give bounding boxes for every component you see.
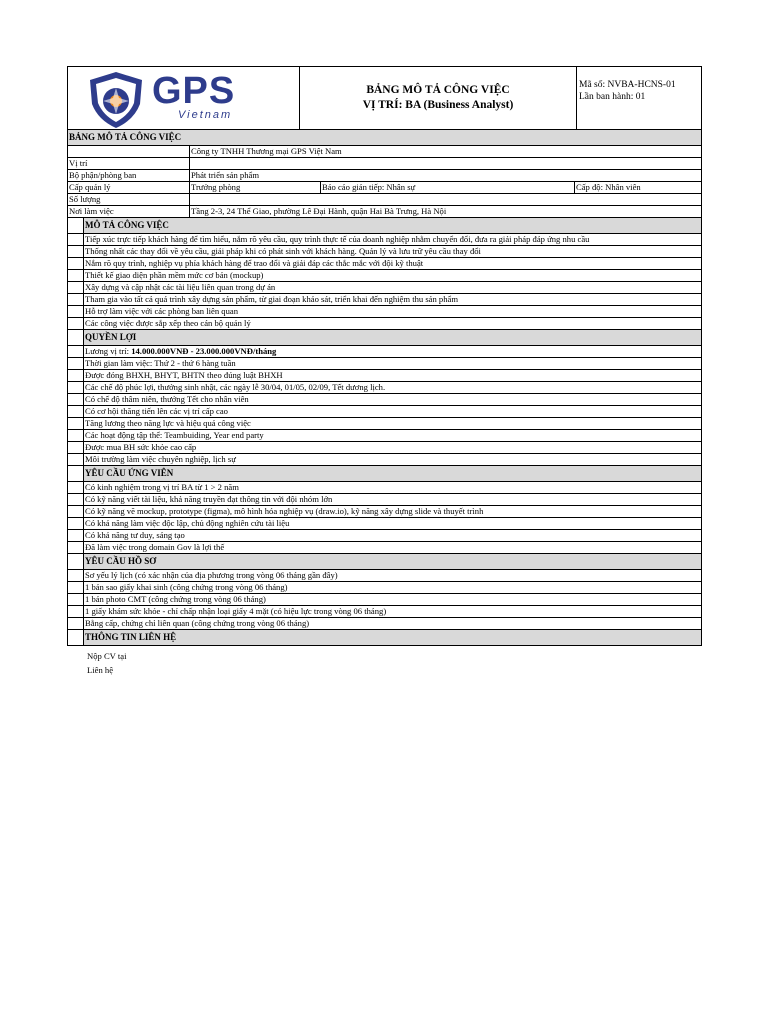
- benefits-item: [68, 442, 701, 454]
- section-heading-text: YÊU CẦU ỨNG VIÊN: [85, 468, 174, 478]
- row-manager: [68, 182, 701, 194]
- indent-cell: [68, 430, 84, 441]
- indent-cell: [68, 570, 84, 581]
- indent-cell: [68, 530, 84, 541]
- cv-submit-label: Nộp CV tại: [87, 651, 127, 661]
- indent-cell: [68, 454, 84, 465]
- list-item-text: Môi trường làm việc chuyên nghiệp, lịch sự: [85, 454, 236, 464]
- indent-cell: [68, 282, 84, 293]
- list-item-text: Có cơ hội thăng tiến lên các vị trí cấp cao: [85, 406, 228, 416]
- indent-cell: [68, 406, 84, 417]
- list-item-text: Các công việc được sắp xếp theo cán bộ quản lý: [85, 318, 251, 328]
- job-duties-item: [68, 306, 701, 318]
- indent-cell: [68, 466, 84, 481]
- indent-cell: [68, 294, 84, 305]
- indent-cell: [68, 370, 84, 381]
- section-heading-requirements: [68, 466, 701, 482]
- requirements-item: [68, 518, 701, 530]
- list-item-text: Tham gia vào tất cả quá trình xây dựng sản phẩm, từ giai đoạn khảo sát, triển khai đến nghiệm thu sản phẩm: [85, 294, 459, 304]
- salary-row: [68, 346, 701, 358]
- document-title: [300, 67, 577, 129]
- row-department: [68, 170, 701, 182]
- logo-text: GPS: [152, 70, 236, 112]
- section-heading-text: YÊU CẦU HỒ SƠ: [85, 556, 157, 566]
- benefits-item: [68, 430, 701, 442]
- section-heading-text: MÔ TẢ CÔNG VIỆC: [85, 220, 169, 230]
- benefits-item: [68, 406, 701, 418]
- indent-cell: [68, 382, 84, 393]
- list-item-text: Bằng cấp, chứng chỉ liên quan (công chứng trong vòng 06 tháng): [85, 618, 310, 628]
- job-duties-item: [68, 294, 701, 306]
- department-value: Phát triển sản phẩm: [191, 170, 260, 180]
- salary-prefix: Lương vị trí:: [85, 346, 132, 356]
- documents-item: [68, 618, 701, 630]
- row-company: [68, 146, 701, 158]
- indent-cell: [68, 346, 84, 357]
- list-item-text: 1 bản photo CMT (công chứng trong vòng 06 tháng): [85, 594, 266, 604]
- documents-item: [68, 570, 701, 582]
- list-item-text: Có khả năng tư duy, sáng tạo: [85, 530, 185, 540]
- manager-value: Trưởng phòng: [190, 182, 321, 193]
- list-item-text: Được đóng BHXH, BHYT, BHTN theo đúng luật BHXH: [85, 370, 283, 380]
- list-item-text: Có chế độ thâm niên, thưởng Tết cho nhân viên: [85, 394, 249, 404]
- list-item-text: Sơ yếu lý lịch (có xác nhận của địa phương trong vòng 06 tháng gần đây): [85, 570, 338, 580]
- job-duties-item: [68, 282, 701, 294]
- section-heading-job-duties: [68, 218, 701, 234]
- list-item-text: Có kỹ năng vẽ mockup, prototype (figma), mô hình hóa nghiệp vụ (draw.io), kỹ năng xây dựng slide và thuyết trình: [85, 506, 484, 516]
- list-item-text: Được mua BH sức khỏe cao cấp: [85, 442, 197, 452]
- indent-cell: [68, 542, 84, 553]
- company-value: Công ty TNHH Thương mại GPS Việt Nam: [191, 146, 342, 156]
- benefits-item: [68, 358, 701, 370]
- job-duties-item: [68, 270, 701, 282]
- report-value: Báo cáo gián tiếp: Nhân sự: [321, 182, 575, 193]
- title-line-1: BẢNG MÔ TẢ CÔNG VIỆC: [366, 84, 510, 96]
- indent-cell: [68, 358, 84, 369]
- list-item-text: Tiếp xúc trực tiếp khách hàng để tìm hiểu, nắm rõ yêu cầu, quy trình thực tế của doanh nghiệp nhằm chuyển đổi, đưa ra giải pháp đáp ứng nhu cầu: [85, 234, 590, 244]
- workplace-value: Tầng 2-3, 24 Thể Giao, phường Lê Đại Hành, quận Hai Bà Trưng, Hà Nội: [191, 206, 447, 216]
- indent-cell: [68, 482, 84, 493]
- company-label: [68, 146, 190, 157]
- list-item-text: Thời gian làm việc: Thứ 2 - thứ 6 hàng tuần: [85, 358, 236, 368]
- list-item-text: Các hoạt động tập thể: Teambuiding, Year end party: [85, 430, 264, 440]
- indent-cell: [68, 234, 84, 245]
- requirements-item: [68, 482, 701, 494]
- indent-cell: [68, 630, 84, 645]
- indent-cell: [68, 270, 84, 281]
- general-heading-text: BẢNG MÔ TẢ CÔNG VIỆC: [69, 132, 182, 142]
- job-duties-item: [68, 234, 701, 246]
- company-logo: [68, 67, 300, 129]
- job-duties-item: [68, 246, 701, 258]
- list-item-text: Các chế độ phúc lợi, thưởng sinh nhật, các ngày lễ 30/04, 01/05, 02/09, Tết dương lịch.: [85, 382, 386, 392]
- section-heading-text: QUYỀN LỢI: [85, 332, 137, 342]
- salary-text: [84, 346, 701, 357]
- document-header: [68, 67, 701, 130]
- indent-cell: [68, 318, 84, 329]
- indent-cell: [68, 418, 84, 429]
- salary-value: 14.000.000VNĐ - 23.000.000VNĐ/tháng: [131, 346, 277, 356]
- indent-cell: [68, 618, 84, 629]
- requirements-item: [68, 542, 701, 554]
- job-duties-item: [68, 258, 701, 270]
- title-line-2: VỊ TRÍ: BA (Business Analyst): [362, 99, 514, 111]
- indent-cell: [68, 306, 84, 317]
- section-heading-benefits: [68, 330, 701, 346]
- document-code-block: [577, 67, 701, 129]
- section-heading-documents: [68, 554, 701, 570]
- benefits-item: [68, 370, 701, 382]
- section-heading-contact-info: [68, 630, 701, 645]
- indent-cell: [68, 518, 84, 529]
- indent-cell: [68, 582, 84, 593]
- logo-subtext: Vietnam: [178, 109, 233, 121]
- position-value: [190, 158, 701, 169]
- position-label: Vị trí: [68, 158, 190, 169]
- requirements-item: [68, 530, 701, 542]
- indent-cell: [68, 330, 84, 345]
- list-item-text: Thống nhất các thay đổi về yêu cầu, giải pháp khi có phát sinh với khách hàng. Quản lý và lưu trữ yêu cầu thay đổi: [85, 246, 481, 256]
- list-item-text: 1 bản sao giấy khai sinh (công chứng trong vòng 06 tháng): [85, 582, 288, 592]
- job-description-sheet: [67, 66, 702, 646]
- list-item-text: 1 giấy khám sức khỏe - chỉ chấp nhận loại giấy 4 mặt (có hiệu lực trong vòng 06 tháng): [85, 606, 387, 616]
- requirements-item: [68, 506, 701, 518]
- documents-item: [68, 582, 701, 594]
- indent-cell: [68, 506, 84, 517]
- document-code: Mã số: NVBA-HCNS-01: [579, 80, 676, 90]
- quantity-value: [190, 194, 701, 205]
- indent-cell: [68, 594, 84, 605]
- list-item-text: Nắm rõ quy trình, nghiệp vụ phía khách hàng để trao đổi và giải đáp các thắc mắc với đội kỹ thuật: [85, 258, 424, 268]
- indent-cell: [68, 246, 84, 257]
- list-item-text: Thiết kế giao diện phần mềm mức cơ bản (mockup): [85, 270, 264, 280]
- indent-cell: [68, 218, 84, 233]
- indent-cell: [68, 554, 84, 569]
- manager-label: Cấp quản lý: [68, 182, 190, 193]
- job-duties-item: [68, 318, 701, 330]
- benefits-item: [68, 418, 701, 430]
- department-label: Bộ phận/phòng ban: [68, 170, 190, 181]
- list-item-text: Có kinh nghiệm trong vị trí BA từ 1 > 2 năm: [85, 482, 239, 492]
- list-item-text: Có khả năng làm việc độc lập, chủ động nghiên cứu tài liệu: [85, 518, 290, 528]
- indent-cell: [68, 442, 84, 453]
- list-item-text: Có kỹ năng viết tài liệu, khả năng truyền đạt thông tin với đội nhóm lớn: [85, 494, 333, 504]
- workplace-label: Nơi làm việc: [68, 206, 190, 217]
- benefits-item: [68, 394, 701, 406]
- level-value: Cấp độ: Nhân viên: [576, 182, 641, 192]
- list-item-text: Hỗ trợ làm việc với các phòng ban liên quan: [85, 306, 238, 316]
- requirements-item: [68, 494, 701, 506]
- documents-item: [68, 606, 701, 618]
- indent-cell: [68, 394, 84, 405]
- indent-cell: [68, 494, 84, 505]
- contact-label: Liên hệ: [87, 665, 114, 675]
- benefits-item: [68, 454, 701, 466]
- row-quantity: [68, 194, 701, 206]
- section-heading-general: [68, 130, 701, 146]
- row-position: [68, 158, 701, 170]
- documents-item: [68, 594, 701, 606]
- issue-number: Lần ban hành: 01: [579, 92, 646, 102]
- quantity-label: Số lượng: [68, 194, 190, 205]
- benefits-item: [68, 382, 701, 394]
- list-item-text: Xây dựng và cập nhật các tài liệu liên quan trong dự án: [85, 282, 276, 292]
- indent-cell: [68, 258, 84, 269]
- list-item-text: Tăng lương theo năng lực và hiệu quả công việc: [85, 418, 251, 428]
- row-workplace: [68, 206, 701, 218]
- sections-container: [68, 218, 701, 645]
- indent-cell: [68, 606, 84, 617]
- section-heading-text: THÔNG TIN LIÊN HỆ: [85, 632, 177, 642]
- list-item-text: Đã làm việc trong domain Gov là lợi thế: [85, 542, 225, 552]
